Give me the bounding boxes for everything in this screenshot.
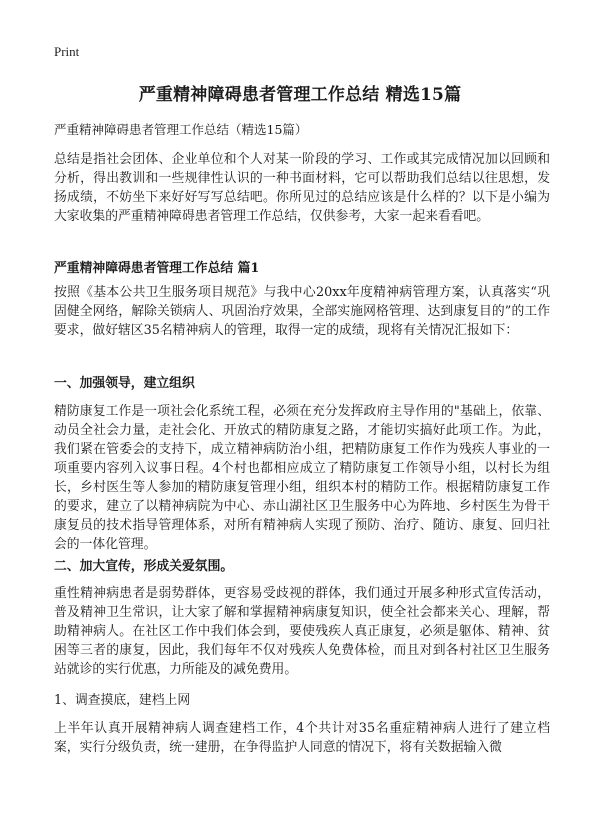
section-2-paragraph: 重性精神病患者是弱势群体，更容易受歧视的群体，我们通过开展多种形式宣传活动，普及精神卫生常识，让大家了解和掌握精神病康复知识，使全社会都来关心、理解，帮助精神病人。在社区工作中我们体会到，要使残疾人真正康复，必须是躯体、精神、贫困等三者的康复，因此，我们每年不仅对残疾人免费体检，而且对到各村社区卫生服务站就诊的实行优惠，力所能及的减免费用。	[54, 586, 550, 677]
section-1-paragraph: 精防康复工作是一项社会化系统工程，必须在充分发挥政府主导作用的"基础上，依靠、动员全社会力量，走社会化、开放式的精防康复之路，才能切实搞好此项工作。为此，我们紧在管委会的支持下，成立精神病防治小组，把精防康复工作作为残疾人事业的一项重要内容列入议事日程。4个村也都相应成立了精防康复工作领导小组，以村长为组长，乡村医生等人参加的精防康复管理小组，组织本村的精防工作。根据精防康复工作的要求，建立了以精神病院为中心、赤山湖社区卫生服务中心为阵地、乡村医生为骨干康复员的技术指导管理体系，对所有精神病人实现了预防、治疗、随访、康复、回归社会的一体化管理。	[54, 404, 550, 552]
subtitle: 严重精神障碍患者管理工作总结（精选15篇）	[54, 122, 308, 137]
intro-paragraph: 总结是指社会团体、企业单位和个人对某一阶段的学习、工作或其完成情况加以回顾和分析，得出教训和一些规律性认识的一种书面材料，它可以帮助我们总结以往思想，发扬成绩，不妨坐下来好好写写总结吧。你所见过的总结应该是什么样的？以下是小编为大家收集的严重精神障碍患者管理工作总结，仅供参考，大家一起来看看吧。	[54, 152, 550, 224]
section-1-heading: 一、加强领导，建立组织	[54, 376, 195, 391]
page-title: 严重精神障碍患者管理工作总结 精选15篇	[138, 85, 462, 105]
print-link[interactable]: Print	[54, 44, 80, 59]
article-1-heading: 严重精神障碍患者管理工作总结 篇1	[54, 261, 260, 276]
article-1-paragraph: 按照《基本公共卫生服务项目规范》与我中心20xx年度精神病管理方案，认真落实“巩固健全网络，解除关锁病人、巩固治疗效果，全部实施网格管理、达到康复目的”的工作要求，做好辖区35名精神病人的管理，取得一定的成绩，现将有关情况汇报如下：	[54, 285, 550, 338]
section-2-heading: 二、加大宣传，形成关爱氛围。	[54, 559, 234, 574]
subsection-1-paragraph: 上半年认真开展精神病人调查建档工作，4个共计对35名重症精神病人进行了建立档案，实行分级负责，统一建册，在争得监护人同意的情况下，将有关数据输入微	[54, 721, 550, 755]
subsection-1-heading: 1、调查摸底，建档上网	[54, 693, 191, 708]
